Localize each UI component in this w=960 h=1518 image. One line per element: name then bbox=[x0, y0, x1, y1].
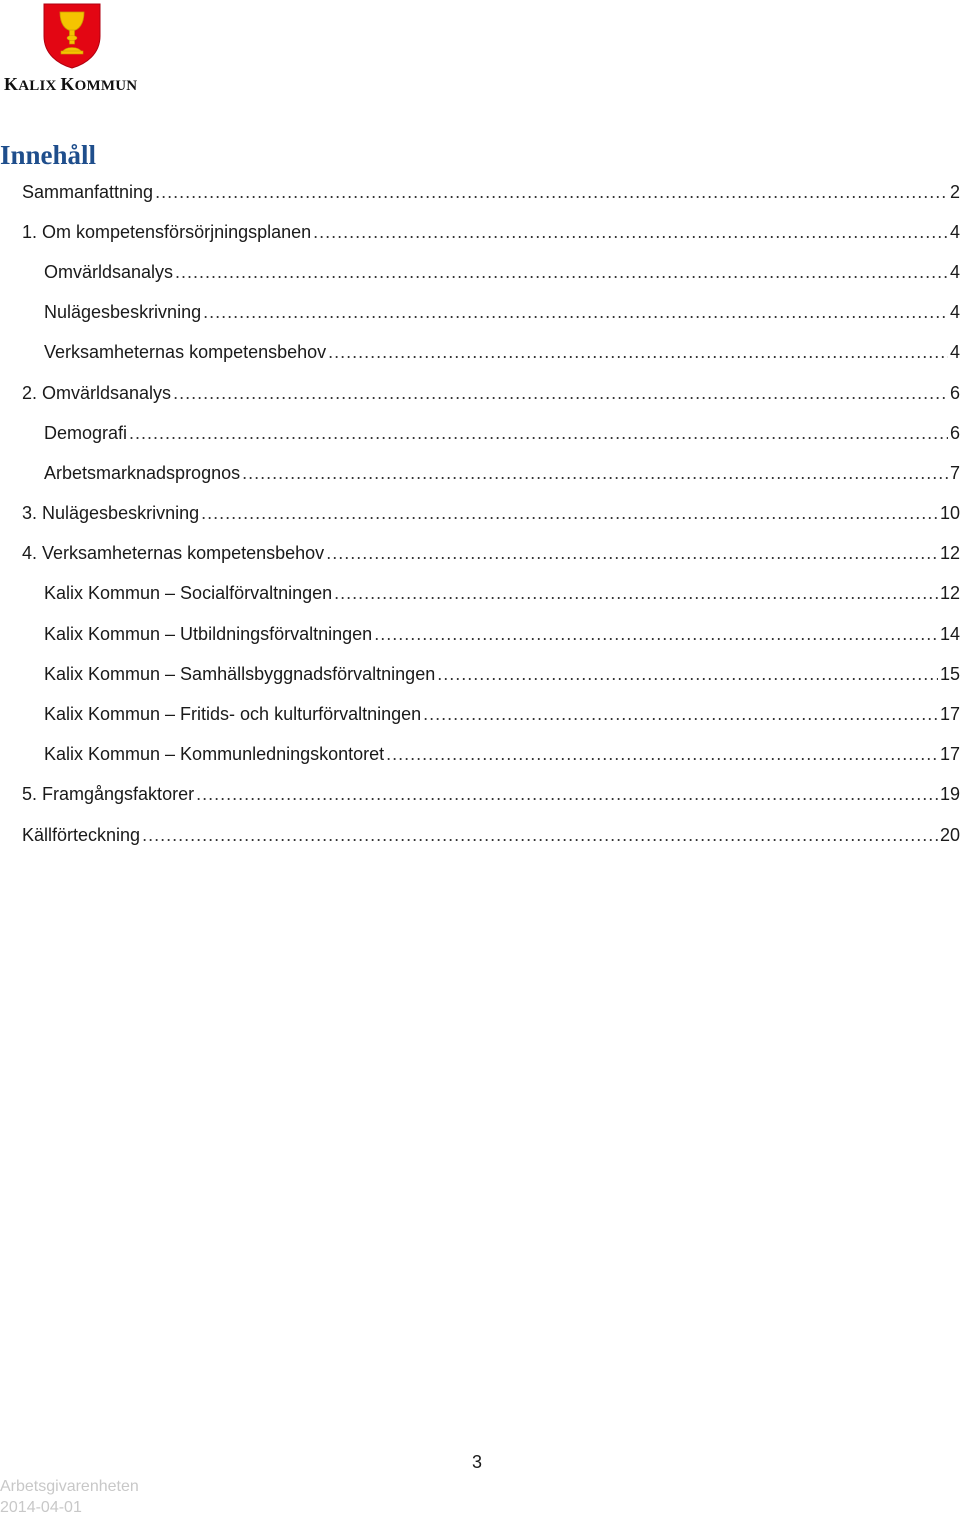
toc-dot-leader bbox=[242, 463, 948, 484]
toc-link[interactable] bbox=[44, 624, 960, 645]
toc-entry-title: Nulägesbeskrivning bbox=[44, 302, 202, 323]
toc-entry bbox=[0, 373, 960, 413]
toc-entry-title: Arbetsmarknadsprognos bbox=[44, 462, 241, 483]
page-footer bbox=[0, 1476, 139, 1518]
footer-date: 2014-04-01 bbox=[0, 1499, 82, 1516]
toc-dot-leader bbox=[175, 262, 948, 283]
toc-page-number: 7 bbox=[949, 462, 960, 483]
toc-page-number: 2 bbox=[949, 181, 960, 202]
toc-entry-title: Kalix Kommun – Kommunledningskontoret bbox=[44, 744, 385, 765]
toc-dot-leader bbox=[173, 383, 948, 404]
toc-entry bbox=[0, 494, 960, 534]
toc-entry bbox=[0, 694, 960, 734]
toc-link[interactable] bbox=[22, 182, 960, 203]
toc-dot-leader bbox=[326, 543, 938, 564]
toc-entry bbox=[0, 333, 960, 373]
toc-link[interactable] bbox=[22, 825, 960, 846]
toc-entry-title: Omvärldsanalys bbox=[44, 261, 174, 282]
toc-link[interactable] bbox=[44, 262, 960, 283]
toc-entry bbox=[0, 534, 960, 574]
toc-entry bbox=[0, 654, 960, 694]
toc-entry bbox=[0, 815, 960, 855]
toc-link[interactable] bbox=[22, 222, 960, 243]
toc-entry-title: 1. Om kompetensförsörjningsplanen bbox=[22, 221, 312, 242]
toc-dot-leader bbox=[142, 825, 938, 846]
toc-page-number: 12 bbox=[939, 583, 960, 604]
toc-page-number: 6 bbox=[949, 382, 960, 403]
logo-wordmark: KALIX KOMMUN bbox=[4, 74, 138, 94]
toc-heading: Innehåll bbox=[0, 140, 97, 170]
toc-entry-title: Kalix Kommun – Socialförvaltningen bbox=[44, 583, 333, 604]
table-of-contents bbox=[0, 172, 960, 855]
toc-entry-title: Demografi bbox=[44, 422, 128, 443]
toc-entry bbox=[0, 453, 960, 493]
toc-link[interactable] bbox=[44, 664, 960, 685]
toc-link[interactable] bbox=[44, 423, 960, 444]
toc-dot-leader bbox=[386, 744, 938, 765]
toc-page-number: 20 bbox=[939, 824, 960, 845]
toc-entry bbox=[0, 212, 960, 252]
toc-dot-leader bbox=[313, 222, 948, 243]
toc-dot-leader bbox=[201, 503, 938, 524]
toc-entry bbox=[0, 614, 960, 654]
page-number: 3 bbox=[472, 1452, 483, 1472]
toc-page-number: 14 bbox=[939, 623, 960, 644]
toc-dot-leader bbox=[129, 423, 948, 444]
toc-entry bbox=[0, 735, 960, 775]
toc-link[interactable] bbox=[44, 463, 960, 484]
toc-entry-title: 3. Nulägesbeskrivning bbox=[22, 503, 200, 524]
toc-entry-title: Verksamheternas kompetensbehov bbox=[44, 342, 327, 363]
toc-entry bbox=[0, 413, 960, 453]
toc-entry-title: Sammanfattning bbox=[22, 181, 154, 202]
toc-entry bbox=[0, 172, 960, 212]
toc-link[interactable] bbox=[22, 784, 960, 805]
toc-link[interactable] bbox=[22, 543, 960, 564]
toc-page-number: 12 bbox=[939, 543, 960, 564]
toc-page-number: 15 bbox=[939, 663, 960, 684]
toc-page-number: 4 bbox=[949, 261, 960, 282]
toc-dot-leader bbox=[437, 664, 938, 685]
toc-link[interactable] bbox=[22, 383, 960, 404]
toc-dot-leader bbox=[328, 342, 948, 363]
toc-link[interactable] bbox=[44, 744, 960, 765]
toc-dot-leader bbox=[423, 704, 938, 725]
kalix-kommun-logo bbox=[0, 0, 150, 100]
toc-entry bbox=[0, 252, 960, 292]
toc-link[interactable] bbox=[44, 302, 960, 323]
toc-entry-title: Kalix Kommun – Fritids- och kulturförvaltningen bbox=[44, 704, 422, 725]
toc-dot-leader bbox=[374, 624, 938, 645]
toc-entry-title: Källförteckning bbox=[22, 824, 141, 845]
toc-entry-title: Kalix Kommun – Samhällsbyggnadsförvaltningen bbox=[44, 663, 436, 684]
toc-link[interactable] bbox=[22, 503, 960, 524]
toc-link[interactable] bbox=[44, 583, 960, 604]
toc-entry bbox=[0, 574, 960, 614]
toc-page-number: 17 bbox=[939, 744, 960, 765]
toc-dot-leader bbox=[155, 182, 948, 203]
toc-link[interactable] bbox=[44, 704, 960, 725]
toc-page-number: 4 bbox=[949, 342, 960, 363]
toc-page-number: 4 bbox=[949, 221, 960, 242]
footer-department: Arbetsgivarenheten bbox=[0, 1478, 139, 1495]
toc-page-number: 17 bbox=[939, 704, 960, 725]
toc-dot-leader bbox=[203, 302, 948, 323]
toc-entry-title: 5. Framgångsfaktorer bbox=[22, 784, 195, 805]
toc-link[interactable] bbox=[44, 342, 960, 363]
toc-entry-title: Kalix Kommun – Utbildningsförvaltningen bbox=[44, 623, 373, 644]
toc-entry bbox=[0, 775, 960, 815]
toc-page-number: 4 bbox=[949, 302, 960, 323]
toc-entry-title: 2. Omvärldsanalys bbox=[22, 382, 172, 403]
toc-page-number: 19 bbox=[939, 784, 960, 805]
toc-entry bbox=[0, 293, 960, 333]
toc-entry-title: 4. Verksamheternas kompetensbehov bbox=[22, 543, 325, 564]
toc-dot-leader bbox=[196, 784, 938, 805]
toc-dot-leader bbox=[334, 583, 938, 604]
toc-page-number: 6 bbox=[949, 422, 960, 443]
toc-page-number: 10 bbox=[939, 503, 960, 524]
coat-of-arms-icon bbox=[42, 2, 102, 70]
